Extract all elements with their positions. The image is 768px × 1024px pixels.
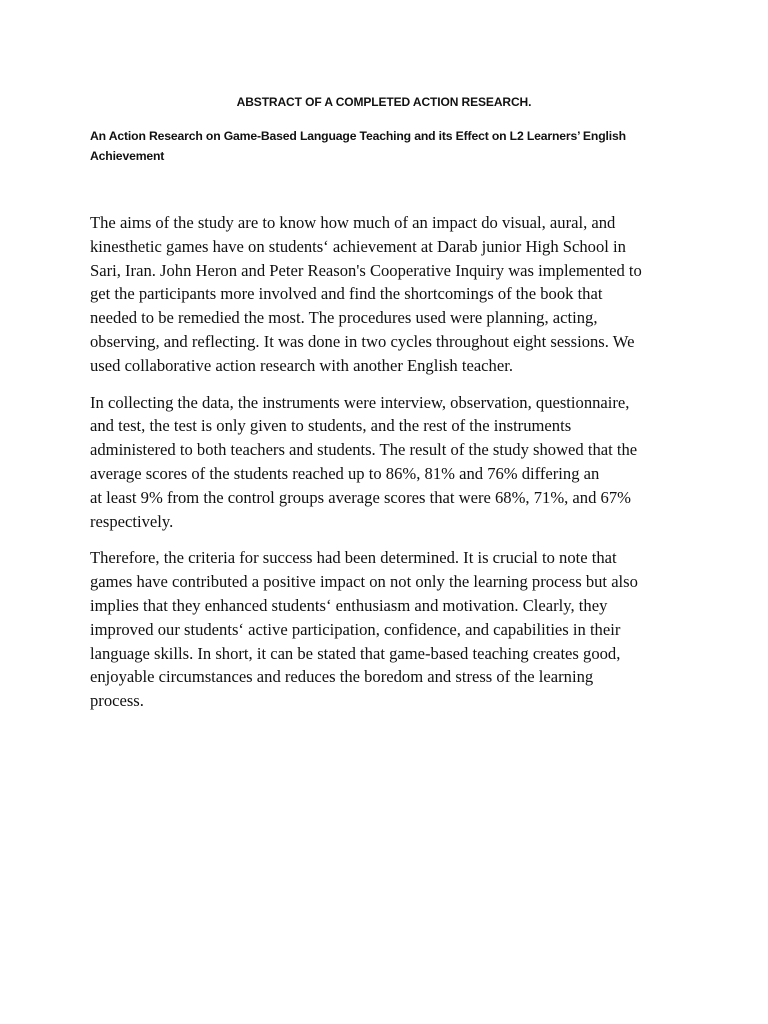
abstract-paragraph [90, 391, 686, 534]
paper-title-line: An Action Research on Game-Based Language Teaching and its Effect on L2 Learners’ English [90, 129, 626, 143]
text-line: needed to be remedied the most. The procedures used were planning, acting, [90, 308, 598, 328]
text-line: In collecting the data, the instruments were interview, observation, questionnaire, [90, 392, 630, 412]
paper-title [90, 126, 650, 166]
text-line: games have contributed a positive impact on not only the learning process but also [90, 572, 638, 592]
text-line: administered to both teachers and students. The result of the study showed that the [90, 440, 638, 460]
text-line: and test, the test is only given to students, and the rest of the instruments [90, 416, 572, 436]
text-line: language skills. In short, it can be stated that game-based teaching creates good, [90, 643, 621, 663]
paper-title-line: Achievement [90, 149, 165, 163]
abstract-paragraph [90, 211, 686, 378]
text-line: Therefore, the criteria for success had been determined. It is crucial to note that [90, 548, 617, 568]
text-line: process. [90, 691, 144, 711]
text-line: Sari, Iran. John Heron and Peter Reason's Cooperative Inquiry was implemented to [90, 260, 642, 280]
text-line: respectively. [90, 511, 174, 531]
abstract-paragraph [90, 546, 686, 713]
abstract-body [90, 211, 686, 726]
text-line: used collaborative action research with another English teacher. [90, 355, 513, 375]
text-line: at least 9% from the control groups average scores that were 68%, 71%, and 67% [90, 487, 631, 507]
text-line: enjoyable circumstances and reduces the boredom and stress of the learning [90, 667, 594, 687]
text-line: The aims of the study are to know how much of an impact do visual, aural, and [90, 213, 616, 232]
text-line: observing, and reflecting. It was done in two cycles throughout eight sessions. We [90, 331, 635, 351]
text-line: kinesthetic games have on students‘ achievement at Darab junior High School in [90, 236, 626, 256]
document-heading: ABSTRACT OF A COMPLETED ACTION RESEARCH. [236, 95, 532, 109]
text-line: implies that they enhanced students‘ enthusiasm and motivation. Clearly, they [90, 595, 608, 615]
text-line: get the participants more involved and find the shortcomings of the book that [90, 284, 603, 304]
text-line: improved our students‘ active participation, confidence, and capabilities in their [90, 619, 621, 639]
text-line: average scores of the students reached up to 86%, 81% and 76% differing an [90, 463, 600, 483]
